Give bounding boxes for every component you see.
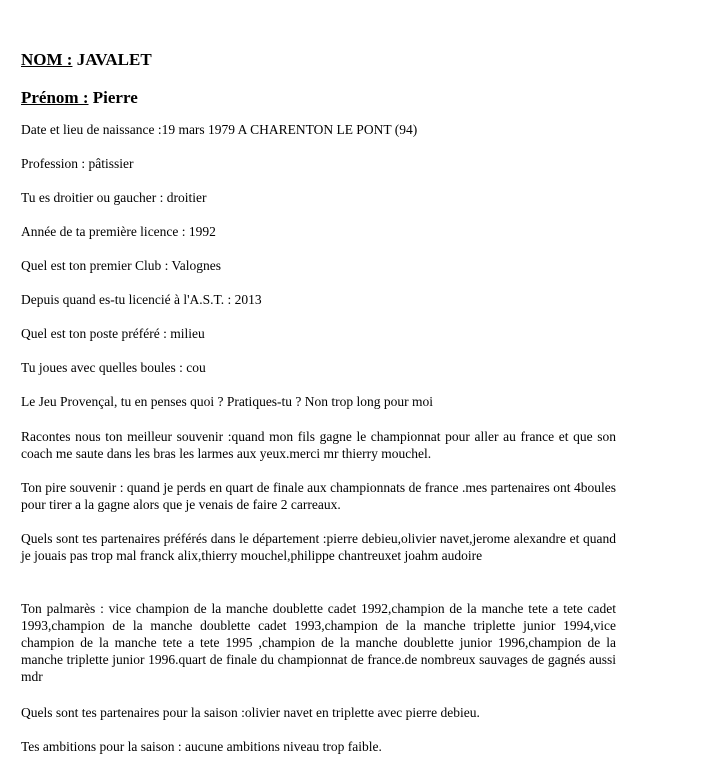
name-label: NOM : xyxy=(21,50,73,69)
worst-memory-paragraph: Ton pire souvenir : quand je perds en quart de finale aux championnats de france .mes partenaires ont 4boules pour tirer a la gagne alors que je venais de faire 2 carreaux. xyxy=(21,480,616,512)
boules-line: Tu joues avec quelles boules : cou xyxy=(21,360,206,375)
first-name-heading xyxy=(21,88,138,108)
partners-season-line: Quels sont tes partenaires pour la saison :olivier navet en triplette avec pierre debieu. xyxy=(21,705,480,720)
first-name-label: Prénom : xyxy=(21,88,89,107)
partners-department-paragraph: Quels sont tes partenaires préférés dans le département :pierre debieu,olivier navet,jerome alexandre et quand je jouais pas trop mal franck alix,thierry mouchel,philippe chantreuxet joahm audoire xyxy=(21,531,616,563)
name-heading xyxy=(21,50,152,70)
first-club-line: Quel est ton premier Club : Valognes xyxy=(21,258,221,273)
hand-line: Tu es droitier ou gaucher : droitier xyxy=(21,190,207,205)
palmares-paragraph: Ton palmarès : vice champion de la manche doublette cadet 1992,champion de la manche tete a tete cadet 1993,champion de la manche doublette cadet 1993,champion de la manche triplette junior 1994,vice champion de la manche tete a tete 1995 ,champion de la manche doublette junior 1996,champion de la manche triplette junior 1996.quart de finale du championnat de france.de nombreux sauvages de gagnés aussi mdr xyxy=(21,601,616,684)
jeu-provencal-line: Le Jeu Provençal, tu en penses quoi ? Pratiques-tu ? Non trop long pour moi xyxy=(21,394,434,409)
name-value: JAVALET xyxy=(76,50,152,69)
ambitions-line: Tes ambitions pour la saison : aucune ambitions niveau trop faible. xyxy=(21,739,382,754)
position-line: Quel est ton poste préféré : milieu xyxy=(21,326,205,341)
licensed-since-line: Depuis quand es-tu licencié à l'A.S.T. : 2013 xyxy=(21,292,262,307)
birth-line: Date et lieu de naissance :19 mars 1979 A CHARENTON LE PONT (94) xyxy=(21,122,418,137)
profession-line: Profession : pâtissier xyxy=(21,156,134,171)
first-licence-line: Année de ta première licence : 1992 xyxy=(21,224,216,239)
best-memory-paragraph: Racontes nous ton meilleur souvenir :quand mon fils gagne le championnat pour aller au france et que son coach me saute dans les bras les larmes aux yeux.merci mr thierry mouchel. xyxy=(21,429,616,461)
first-name-value: Pierre xyxy=(92,88,138,107)
